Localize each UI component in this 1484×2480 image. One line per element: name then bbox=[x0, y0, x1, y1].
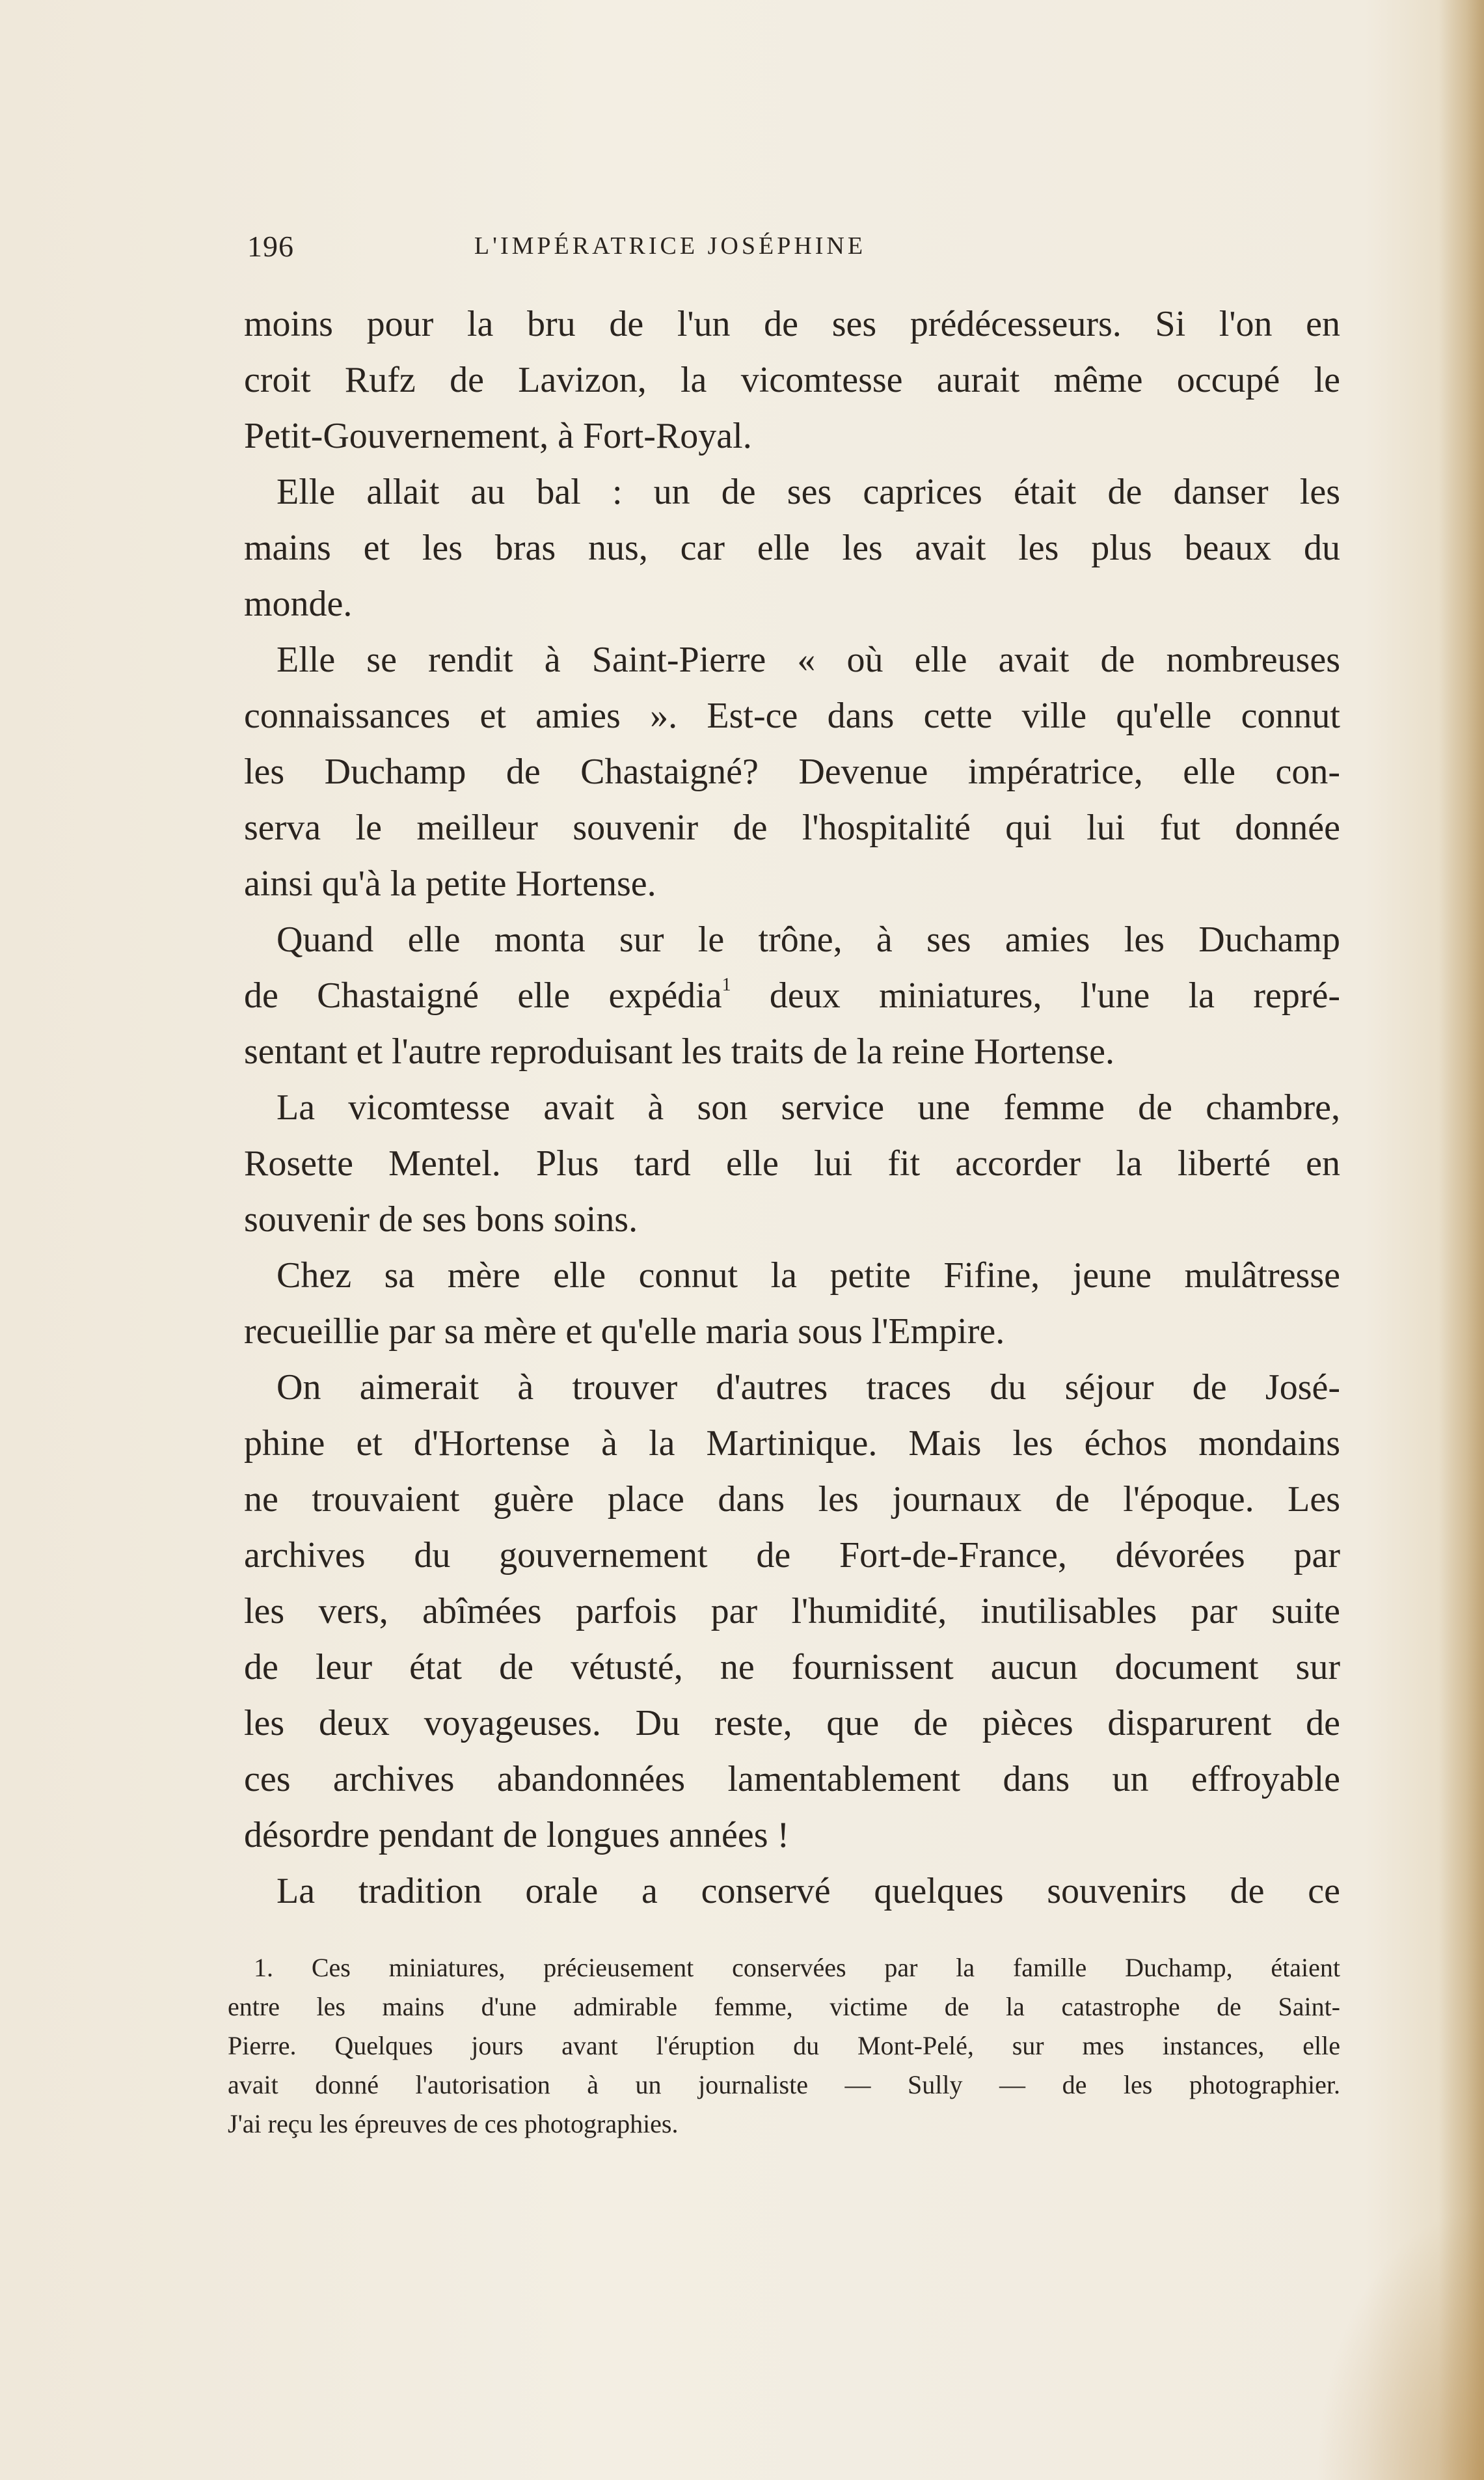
text-line: les deux voyageuses. Du reste, que de pièces disparurent de bbox=[244, 1703, 1340, 1743]
text-line: Elle se rendit à Saint-Pierre « où elle avait de nombreuses bbox=[277, 640, 1340, 680]
page-number: 196 bbox=[247, 230, 294, 263]
text-line: croit Rufz de Lavizon, la vicomtesse aurait même occupé le bbox=[244, 360, 1340, 400]
text-line: archives du gouvernement de Fort-de-France, dévorées par bbox=[244, 1535, 1340, 1575]
text-line: ne trouvaient guère place dans les journaux de l'époque. Les bbox=[244, 1479, 1340, 1519]
text-line: les vers, abîmées parfois par l'humidité, inutilisables par suite bbox=[244, 1591, 1340, 1631]
text-line: On aimerait à trouver d'autres traces du séjour de José- bbox=[277, 1367, 1340, 1408]
footnote-reference[interactable]: 1 bbox=[722, 975, 731, 995]
footnote-line: J'ai reçu les épreuves de ces photographies. bbox=[228, 2109, 679, 2138]
body-text bbox=[244, 296, 1340, 1919]
running-title: L'IMPÉRATRICE JOSÉPHINE bbox=[474, 232, 867, 260]
text-line: moins pour la bru de l'un de ses prédécesseurs. Si l'on en bbox=[244, 304, 1340, 344]
text-line: La tradition orale a conservé quelques souvenirs de ce bbox=[277, 1871, 1340, 1911]
text-line: Elle allait au bal : un de ses caprices était de danser les bbox=[277, 472, 1340, 512]
footnote bbox=[228, 1948, 1340, 2144]
text-line: ainsi qu'à la petite Hortense. bbox=[244, 864, 656, 904]
text-line: connaissances et amies ». Est-ce dans cette ville qu'elle connut bbox=[244, 696, 1340, 736]
text-line: mains et les bras nus, car elle les avait les plus beaux du bbox=[244, 528, 1340, 568]
page-header bbox=[247, 229, 1015, 268]
text-line: de leur état de vétusté, ne fournissent aucun document sur bbox=[244, 1647, 1340, 1687]
text-line: souvenir de ses bons soins. bbox=[244, 1199, 638, 1240]
text-line: sentant et l'autre reproduisant les traits de la reine Hortense. bbox=[244, 1031, 1115, 1072]
text-segment: deux miniatures, l'une la repré- bbox=[731, 975, 1340, 1016]
text-line: ces archives abandonnées lamentablement dans un effroyable bbox=[244, 1759, 1340, 1799]
text-line: Rosette Mentel. Plus tard elle lui fit accorder la liberté en bbox=[244, 1143, 1340, 1184]
text-line: les Duchamp de Chastaigné? Devenue impératrice, elle con- bbox=[244, 752, 1340, 792]
page-corner-stain bbox=[1315, 2207, 1484, 2480]
text-line: phine et d'Hortense à la Martinique. Mais les échos mondains bbox=[244, 1423, 1340, 1464]
page-edge-shadow bbox=[1438, 0, 1484, 2480]
text-line: Chez sa mère elle connut la petite Fifine, jeune mulâtresse bbox=[277, 1255, 1340, 1296]
text-line: Quand elle monta sur le trône, à ses amies les Duchamp bbox=[277, 920, 1340, 960]
footnote-line: avait donné l'autorisation à un journaliste — Sully — de les photographier. bbox=[228, 2070, 1340, 2099]
footnote-line: Pierre. Quelques jours avant l'éruption du Mont-Pelé, sur mes instances, elle bbox=[228, 2031, 1340, 2060]
text-line: Petit-Gouvernement, à Fort-Royal. bbox=[244, 416, 752, 456]
text-line: La vicomtesse avait à son service une femme de chambre, bbox=[277, 1087, 1340, 1128]
text-segment: de Chastaigné elle expédia bbox=[244, 975, 722, 1016]
text-line: serva le meilleur souvenir de l'hospitalité qui lui fut donnée bbox=[244, 808, 1340, 848]
text-line: monde. bbox=[244, 584, 353, 624]
footnote-line: 1. Ces miniatures, précieusement conservées par la famille Duchamp, étaient bbox=[254, 1953, 1340, 1982]
text-line: désordre pendant de longues années ! bbox=[244, 1815, 790, 1855]
text-line: recueillie par sa mère et qu'elle maria sous l'Empire. bbox=[244, 1311, 1005, 1352]
text-line-with-note bbox=[244, 968, 1340, 1024]
footnote-line: entre les mains d'une admirable femme, victime de la catastrophe de Saint- bbox=[228, 1992, 1340, 2021]
